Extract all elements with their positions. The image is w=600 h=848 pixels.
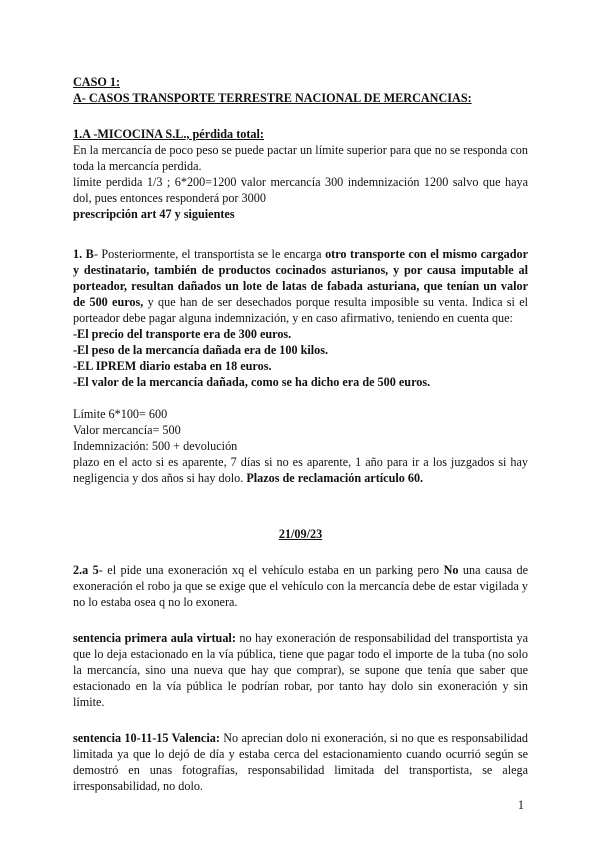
sentencia-1-paragraph (73, 630, 528, 710)
case-1b-item: -El peso de la mercancía dañada era de 100 kilos. (73, 343, 329, 357)
case-1b-paragraph (73, 246, 528, 326)
case-1a-heading: 1.A -MICOCINA S.L., pérdida total: (73, 127, 264, 141)
case-2a-no: No (443, 563, 459, 577)
case-1b-item: -El precio del transporte era de 300 euros. (73, 327, 292, 341)
case-1b-plazo-text: plazo en el acto si es aparente, 7 días si no es aparente, 1 año para ir a los juzgados si hay negligencia y dos años si hay dolo. (73, 455, 528, 485)
date-heading: 21/09/23 (278, 527, 323, 541)
sentencia-2-text: No aprecian dolo ni exoneración, si no que es responsabilidad limitada ya que lo dejó de día y estaba cerca del estacionamiento cuando ocurrió según se demostró en unas fotografías, responsabilidad limitada del transportista, se alega irresponsabilidad, no dolo. (73, 731, 529, 793)
case-1b-calc-line: Valor mercancía= 500 (73, 423, 181, 437)
case-1b-label: 1. B (73, 247, 94, 261)
sentencia-2-paragraph (73, 730, 528, 794)
case-2a-text-rest: una causa de exoneración el robo ja que se exige que el vehículo con la mercancía debe de estar vigilada y no lo estaba osea q no lo exonera. (73, 563, 528, 609)
case-1b-calc-line: Indemnización: 500 + devolución (73, 439, 238, 453)
section-title: A- CASOS TRANSPORTE TERRESTRE NACIONAL DE MERCANCIAS: (73, 91, 472, 105)
case-1a-prescription: prescripción art 47 y siguientes (73, 207, 235, 221)
sentencia-2-label: sentencia 10-11-15 Valencia: (73, 731, 220, 745)
case-2a-paragraph (73, 562, 528, 610)
case-1b-item: -El valor de la mercancía dañada, como se ha dicho era de 500 euros. (73, 375, 431, 389)
case-1b-calc-line: Límite 6*100= 600 (73, 407, 168, 421)
case-1a-paragraph: En la mercancía de poco peso se puede pactar un límite superior para que no se responda con toda la mercancía perdida. (73, 143, 528, 173)
case-label: CASO 1: (73, 75, 121, 89)
case-2a-label: 2.a 5 (73, 563, 99, 577)
case-1b-plazo (73, 454, 528, 486)
sentencia-1-label: sentencia primera aula virtual: (73, 631, 236, 645)
case-1b-intro: - Posteriormente, el transportista se le encarga (93, 247, 326, 261)
case-2a-text: - el pide una exoneración xq el vehículo estaba en un parking pero (98, 563, 444, 577)
page-number: 1 (517, 798, 524, 812)
case-1a-calculation: límite perdida 1/3 ; 6*200=1200 valor mercancía 300 indemnización 1200 salvo que haya dol, pues entonces responderá por 3000 (73, 175, 528, 205)
case-1b-bold-text: otro transporte con el mismo cargador y destinatario, también de productos cocinados asturianos, y por causa imputable al porteador, resultan dañados un lote de latas de fabada asturiana, que tenían un valor de 500 euros, (73, 247, 528, 309)
case-1b-item: -EL IPREM diario estaba en 18 euros. (73, 359, 272, 373)
sentencia-1-text: no hay exoneración de responsabilidad del transportista ya que lo deja estacionado en la vía pública, tiene que pagar todo el importe de la tuba (no solo la mercancía, sino una nueva que hay que comprar), se supone que tenía que saber que estacionado en la vía pública le podrían robar, por tanto hay dolo sin exoneración y sin límite. (73, 631, 528, 709)
case-1b-plazo-bold: Plazos de reclamación artículo 60. (246, 471, 424, 485)
case-1b-rest: y que han de ser desechados porque resulta imposible su venta. Indica si el porteador debe pagar alguna indemnización, y en caso afirmativo, teniendo en cuenta que: (73, 295, 528, 325)
document-body (73, 74, 528, 794)
